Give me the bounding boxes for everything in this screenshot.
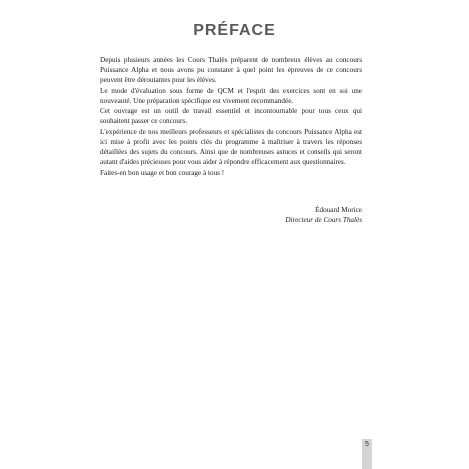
signature-block (200, 205, 362, 225)
preface-body (100, 56, 362, 179)
paragraph-experience: L'expérience de nos meilleurs professeurs et spécialistes du concours Puissance Alpha est ici mise à profit avec les points clés du programme à maîtriser à travers les réponses détaillées des sujets du concours. Ainsi que de nombreuses astuces et conseils qui seront autant d'aides précieuses pour vous aider à répondre efficacement aux questionnaires. (100, 128, 362, 166)
paragraph-tool: Cet ouvrage est un outil de travail essentiel et incontournable pour tous ceux qui souhaitent passer ce concours. (100, 107, 362, 126)
paragraph-evaluation: Le mode d'évaluation sous forme de QCM et l'esprit des exercices sont en soi une nouveauté. Une préparation spécifique est vivement recommandée. (100, 86, 362, 105)
signature-role: Directeur de Cours Thalès (285, 216, 362, 224)
signature-name: Édouard Morice (315, 206, 362, 214)
page-number: 5 (365, 441, 369, 448)
paragraph-closing: Faites-en bon usage et bon courage à tous ! (100, 168, 225, 177)
page-title: PRÉFACE (193, 21, 276, 39)
paragraph-intro: Depuis plusieurs années les Cours Thalès préparent de nombreux élèves au concours Puissance Alpha et nous avons pu constater à quel point les épreuves de ce concours peuvent être déroutantes pour les élèves. (100, 56, 362, 84)
